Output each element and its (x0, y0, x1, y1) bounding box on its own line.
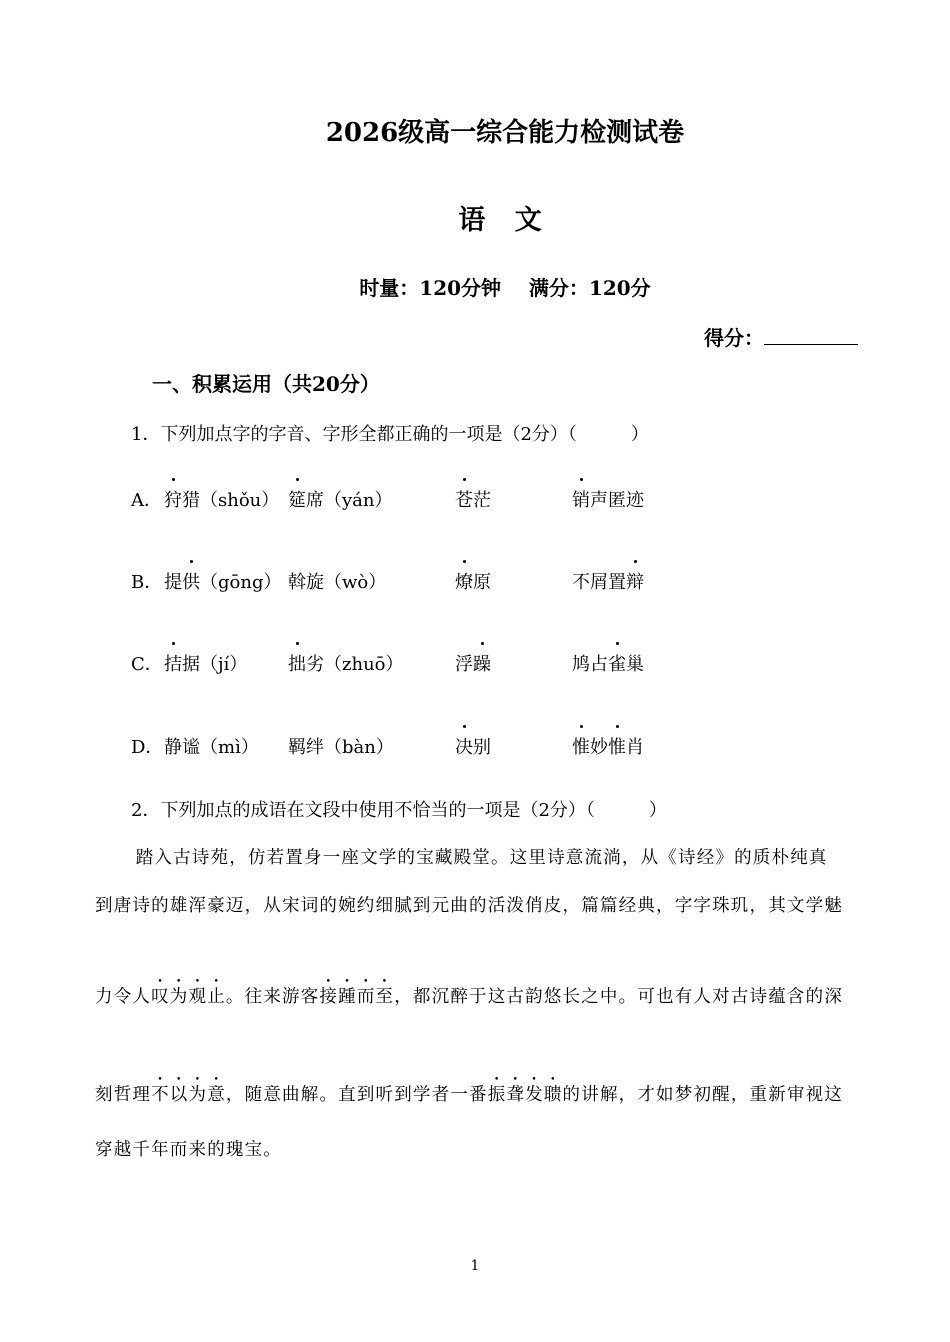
emphasis-dot-char: 供 (182, 568, 200, 594)
emphasis-dot-char: 拮 (164, 650, 182, 676)
option-a-item-2: 筵席（yán） (288, 486, 393, 512)
option-d-item-2: 羁绊（bàn） (288, 737, 394, 758)
option-a-item-1: 狩猎（shǒu） (164, 486, 279, 512)
option-a-label: A． (131, 490, 162, 511)
option-d-item-3: 决别 (455, 733, 491, 759)
emphasis-dot-char: 惟 (572, 733, 590, 759)
emphasis-dot-char: 拙 (288, 650, 306, 676)
exam-title: 2026级高一综合能力检测试卷 (325, 118, 685, 148)
passage-line-2: 到唐诗的雄浑豪迈，从宋词的婉约细腻到元曲的活泼俏皮，篇篇经典，字字珠玑，其文学魅 (95, 896, 843, 916)
section-heading: 一、积累运用（共20分） (152, 372, 380, 396)
page-number: 1 (470, 1258, 480, 1274)
option-c-item-4: 鸠占雀巢 (572, 650, 644, 676)
passage-line-5: 穿越千年而来的瑰宝。 (95, 1140, 282, 1160)
time-and-score-info: 时量：120分钟 满分：120分 (359, 276, 651, 300)
question-1-stem: 1．下列加点字的字音、字形全都正确的一项是（2分）（ ） (131, 424, 649, 445)
emphasis-dot-char: 决 (455, 733, 473, 759)
option-d-label: D． (131, 737, 164, 758)
passage-line-1: 踏入古诗苑，仿若置身一座文学的宝藏殿堂。这里诗意流淌，从《诗经》的质朴纯真 (117, 848, 828, 868)
emphasized-idiom-2: 接踵而至 (319, 987, 395, 1007)
option-a-item-4: 销声匿迹 (572, 486, 644, 512)
emphasized-idiom-3: 不以为意 (151, 1085, 226, 1105)
option-b-item-1: 提供（gōng） (164, 568, 281, 594)
passage-line-3: 力令人叹为观止。往来游客接踵而至，都沉醉于这古韵悠长之中。可也有人对古诗蕴含的深 (95, 987, 844, 1007)
emphasized-idiom-4: 振聋发聩 (487, 1085, 563, 1105)
emphasis-dot-char: 辩 (626, 568, 644, 594)
score-label: 得分： (704, 326, 764, 350)
emphasis-dot-char: 惟 (608, 733, 626, 759)
option-c-label: C． (131, 654, 163, 675)
option-d-item-4: 惟妙惟肖 (572, 733, 644, 759)
emphasis-dot-char: 销 (572, 486, 590, 512)
emphasis-dot-char: 燎 (455, 568, 473, 594)
score-blank[interactable] (764, 326, 858, 345)
emphasis-dot-char: 筵 (288, 486, 306, 512)
option-b-label: B． (131, 572, 163, 593)
option-c-item-3: 浮躁 (455, 650, 491, 676)
emphasis-dot-char: 躁 (473, 650, 491, 676)
option-c-item-1: 拮据（jí） (164, 650, 247, 676)
option-b-item-3: 燎原 (455, 568, 491, 594)
passage-line-4: 刻哲理不以为意，随意曲解。直到听到学者一番振聋发聩的讲解，才如梦初醒，重新审视这 (95, 1085, 844, 1105)
emphasis-dot-char: 雀 (608, 650, 626, 676)
subject-title: 语 文 (458, 205, 552, 236)
option-c-item-2: 拙劣（zhuō） (288, 650, 404, 676)
score-field (704, 322, 858, 351)
question-2-stem: 2．下列加点的成语在文段中使用不恰当的一项是（2分）（ ） (131, 800, 667, 821)
option-b-item-4: 不屑置辩 (572, 568, 644, 594)
option-b-item-2: 斡旋（wò） (288, 572, 387, 593)
emphasis-dot-char: 苍 (455, 486, 473, 512)
emphasis-dot-char: 狩 (164, 486, 182, 512)
emphasized-idiom-1: 叹为观止 (151, 987, 226, 1007)
option-a-item-3: 苍茫 (455, 486, 491, 512)
option-d-item-1: 静谧（mì） (164, 737, 259, 758)
